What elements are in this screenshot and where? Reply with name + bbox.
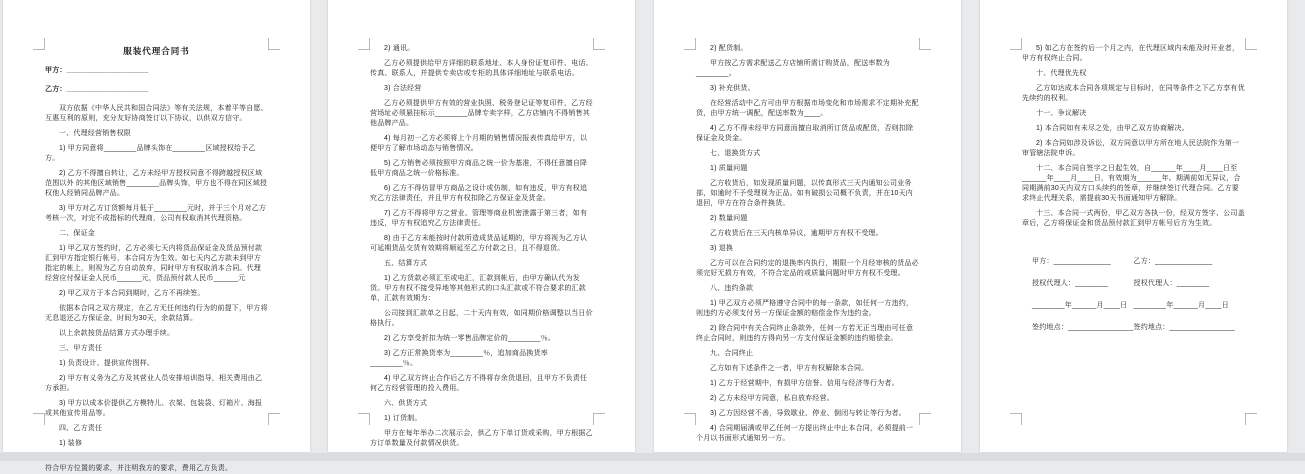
paragraph: 2) 甲乙双方于本合同到期时，乙方不再续签。 <box>59 290 205 297</box>
paragraph: 乙方必须提供甲方有效的营业执照、税务登记证等复印件，乙方经营场址必须悬挂标示________品牌专卖字样，乙方店铺内不得销售其他品牌产品。 <box>370 100 593 127</box>
section-heading: 四、乙方责任 <box>59 425 103 432</box>
page-1-content <box>33 38 280 472</box>
paragraph: 2) 数量问题 <box>710 215 748 222</box>
paragraph: 2) 配货制。 <box>710 45 748 52</box>
paragraph: 3) 甲方以成本价提供乙方模特儿、衣架、包装袋、灯箱片、海报或其他宣传用品等。 <box>45 400 263 417</box>
document-page-1[interactable] <box>3 0 310 472</box>
paragraph: 1) 甲方同意将________品牌头饰在________区域授权给予乙方。 <box>45 145 256 162</box>
paragraph: 十三、本合同一式两份，甲乙双方各执一份，经双方签字、公司盖章后，乙方将保证金和货品预付款汇到甲方帐号后方为生效。 <box>1022 210 1245 227</box>
party-b-signature-column <box>1134 257 1246 345</box>
paragraph: 1) 甲乙双方必须严格遵守合同中的每一条款，如任何一方违约，则违约方必须支付另一方保证金额的赔偿金作为违约金。 <box>696 300 914 317</box>
paragraph: 1) 质量问题 <box>710 165 748 172</box>
page-4-content <box>1010 38 1257 425</box>
paragraph: 3) 乙方正常换货率为________％，追加商品换货率________％。 <box>370 350 548 367</box>
window-bottom-edge <box>0 453 1305 461</box>
signature-line: 授权代理人：________ <box>1133 280 1210 287</box>
party-field: 甲方：____________________ <box>45 67 149 74</box>
paragraph: 3) 退换 <box>710 245 734 252</box>
paragraph: 2) 乙方不得擅自转让，乙方未经甲方授权同意不得跨越授权区域范围以外 的其他区域销售________品牌头饰，甲方也不得在同区域授权他人经销同品牌产品。 <box>45 170 268 197</box>
paragraph: 4) 甲乙双方终止合作后乙方不得将存余货退回，且甲方不负责任何乙方经营管理的投入费用。 <box>370 375 588 392</box>
paragraph: 3) 合法经营 <box>384 85 422 92</box>
document-page-4[interactable] <box>980 0 1287 452</box>
section-heading: 三、甲方责任 <box>59 345 103 352</box>
paragraph: 双方依据《中华人民共和国合同法》等有关法规，本着平等自愿、互惠互利的原则，充分友好协商签订以下协议，以供双方信守。 <box>45 105 268 122</box>
page-2-content <box>358 38 605 447</box>
paragraph: 以上余款按货品结算方式办理手续。 <box>59 330 175 337</box>
paragraph: 5) 乙方销售必须按照甲方商品之统一价为基准，不得任意擅自降低甲方商品之统一价格标准。 <box>370 160 588 177</box>
signature-line: 乙方：______________ <box>1133 258 1213 265</box>
paragraph: 乙方收货后，如发现质量问题，以传真形式三天内通知公司业务部，如逾时不予受理视为正品。如有破损公司概不负责，并在10天内退回，甲方在符合条件换货。 <box>696 180 913 207</box>
paragraph: 2) 除合同中有关合同终止条款外，任何一方若无正当理由可任意终止合同时，则违约方得向另一方支付保证金额的违约赔偿金。 <box>696 325 914 342</box>
paragraph: 2) 通讯。 <box>384 45 415 52</box>
paragraph: 乙方可以在合同约定的退换率内执行，期限一个月经审核的货品必须完好无损方有效，不符合定品的或质量问题时甲方有权不受理。 <box>696 260 919 277</box>
paragraph: 公司接到汇款单之日起，二十天内有效，如同期价格调整以当日价格执行。 <box>370 310 593 327</box>
paragraph: 2) 甲方有义务为乙方及其营业人员安排培训指导，相关费用由乙方承担。 <box>45 375 263 392</box>
paragraph: 4) 合同期届满或甲乙任何一方提出终止中止本合同，必须提前一个月以书面形式通知另一方。 <box>696 425 914 442</box>
signature-line: ________年______月____日 <box>1032 302 1128 309</box>
signature-line: 签约地点：________________ <box>1032 324 1134 331</box>
section-heading: 一、代理经营销售权限 <box>59 130 131 137</box>
paragraph: 1) 甲乙双方签约时，乙方必须七天内将货品保证金及货品预付款汇到甲方指定银行帐号，本合同方为生效。如七天内乙方款未到甲方指定的帐上，则视为乙方自动放弃，同时甲方有权取消本合同。代理经营应付保证金人民币______元，货品预付款人民币______元 <box>45 245 263 282</box>
section-heading: 五、结算方式 <box>384 260 428 267</box>
paragraph: 3) 补充供货。 <box>710 85 755 92</box>
signature-line: 签约地点：________________ <box>1133 324 1235 331</box>
paragraph: 乙方如达成本合同各项规定与目标时，在同等条件之下乙方享有优先续约的权利。 <box>1022 85 1245 102</box>
paragraph: 3) 甲方对乙方订货额每月低于________元时，并于三个月对乙方考核一次，对完不成指标的代理商，公司有权取消其代理资格。 <box>45 205 267 222</box>
paragraph: 乙方收货后在三天内核单异议，逾期甲方有权不受理。 <box>710 230 883 237</box>
section-heading: 六、供货方式 <box>384 400 428 407</box>
section-heading: 七、退换货方式 <box>710 150 761 157</box>
paragraph: 乙方如有下述条件之一者，甲方有权解除本合同。 <box>710 365 869 372</box>
paragraph: 4) 乙方不得未经甲方同意而擅自取消所订货品或配货，否则扣除保证金及货金。 <box>696 125 914 142</box>
paragraph: 8) 由于乙方未能按时付款所造成货品延期的，甲方将视为乙方认可延期货品交货有效期将顺延至乙方付款之日，且不得退货。 <box>370 235 588 252</box>
party-a-signature-column <box>1022 257 1134 345</box>
paragraph: 乙方必须提供给甲方详细的联系地址、本人身份证复印件、电话、传真、联系人，并提供专卖店或专柜的具体详细地址与联系电话。 <box>370 60 593 77</box>
paragraph: 1) 装修 <box>59 440 83 447</box>
paragraph: 十二、本合同自签字之日起生效，自______年____月____日至______年____月____日，有效期为______年。期满前如无异议，合同期满前30天内双方口头续约的签章，并继续签订代理合同。乙方要求终止代理关系，需提前30天书面通知甲方解除。 <box>1022 165 1241 202</box>
paragraph: 2) 乙方享受折扣为统一零售品牌定价的________％。 <box>384 335 556 342</box>
paragraph: 4) 每月初一乙方必须将上个月期的销售情况报表传真给甲方，以便甲方了解市场动态与销售情况。 <box>370 135 588 152</box>
section-heading: 十一、争议解决 <box>1036 110 1087 117</box>
document-title: 服装代理合同书 <box>123 46 190 56</box>
paragraph: 符合甲方位置的要求，并注明我方的要求，费用乙方负责。 <box>45 465 233 472</box>
paragraph: 2) 本合同如涉及诉讼，双方同意以甲方所在地人民法院作为第一审管辖法院申诉。 <box>1022 140 1240 157</box>
section-heading: 九、合同终止 <box>710 350 754 357</box>
section-heading: 十、代理优先权 <box>1036 70 1087 77</box>
paragraph: 1) 本合同如有未尽之处，由甲乙双方协商解决。 <box>1036 125 1189 132</box>
paragraph: 1) 订货制。 <box>384 415 422 422</box>
signature-line: 授权代理人：________ <box>1032 280 1108 287</box>
section-heading: 八、违约条款 <box>710 285 754 292</box>
paragraph: 依据本合同之双方规定，在乙方无任何违约行为的前提下，甲方将无息退还乙方保证金，时间为30天，余款结算。 <box>45 305 268 322</box>
page-3-content <box>684 38 931 442</box>
document-page-2[interactable] <box>328 0 635 452</box>
paragraph: 1) 乙方货款必须汇至或电汇，汇款到帐后，由甲方确认代为发货。甲方有权不接受异地等其他形式的口头汇款或不符合要求的汇款单，汇款有效期为： <box>370 275 586 302</box>
paragraph: 1) 负责设计、提供宣传图样。 <box>59 360 155 367</box>
paragraph: 5) 如乙方在签约后一个月之内，在代理区域内未能及时开业者，甲方有权终止合同。 <box>1022 45 1240 62</box>
paragraph: 甲方在每年举办二次展示会，供乙方下单订货或采购，甲方根据乙方订单数量及付款情况供货。 <box>370 430 593 447</box>
document-page-3[interactable] <box>654 0 961 452</box>
paragraph: 1) 乙方于经营期中，有损甲方信誉、信用与经济等行为者。 <box>710 380 899 387</box>
party-field: 乙方：____________________ <box>45 86 149 93</box>
paragraph: 6) 乙方不得仿冒甲方商品之设计或仿制，如有违反，甲方有权追究乙方法律责任，并且甲方有权扣除乙方保证金及货金。 <box>370 185 588 202</box>
paragraph: 甲方按乙方需求配送乙方店铺所需订购货品，配送率数为 ________。 <box>696 60 890 77</box>
paragraph: 2) 乙方未经甲方同意，私自放弃经营。 <box>710 395 834 402</box>
signature-block <box>1022 257 1245 345</box>
paragraph: 3) 乙方因经营不善，导致歇业、停业、倒闭与转让等行为者。 <box>710 410 906 417</box>
section-heading: 二、保证金 <box>59 230 95 237</box>
paragraph: 在经营活动中乙方可由甲方根据市场变化和市场需求不定期补充配货，由甲方统一调配，配送率数为____。 <box>696 100 919 117</box>
signature-line: ________年______月____日 <box>1133 302 1229 309</box>
signature-line: 甲方：______________ <box>1032 258 1111 265</box>
paragraph: 7) 乙方不得将甲方之营业、管理等商业机密泄露于第三者，如有违反，甲方有权追究乙方法律责任。 <box>370 210 588 227</box>
